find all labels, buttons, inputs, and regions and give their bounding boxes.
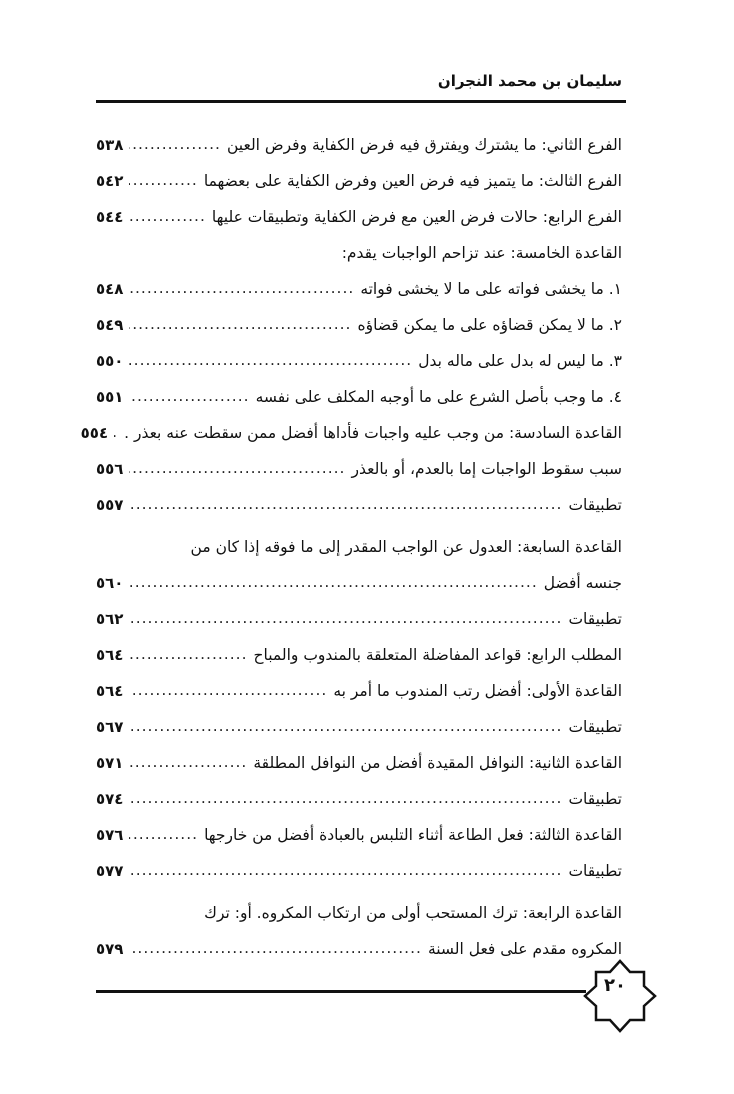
toc-entry	[96, 700, 622, 736]
toc-entry-title: تطبيقات	[568, 610, 622, 628]
toc-entry-title: سبب سقوط الواجبات إما بالعدم، أو بالعذر	[351, 460, 622, 478]
toc-entry-title: ٢. ما لا يمكن قضاؤه على ما يمكن قضاؤه	[357, 316, 622, 334]
toc-entry-page: ٥٧٦	[96, 826, 124, 844]
toc-entry-title: المكروه مقدم على فعل السنة	[427, 940, 622, 958]
toc-heading	[96, 520, 622, 556]
toc-entry-page: ٥٤٨	[96, 280, 124, 298]
toc-entry-page: ٥٦٧	[96, 718, 124, 736]
toc-entry-title: القاعدة السابعة: العدول عن الواجب المقدر إلى ما فوقه إذا كان من	[190, 538, 622, 556]
toc-leader-dots	[129, 860, 562, 880]
toc-leader-dots	[129, 608, 562, 628]
toc-entry-title: جنسه أفضل	[543, 574, 622, 592]
toc-entry	[96, 478, 622, 514]
toc-entry-title: الفرع الثاني: ما يشترك ويفترق فيه فرض الكفاية وفرض العين	[226, 136, 622, 154]
toc-entry-page: ٥٤٤	[96, 208, 124, 226]
toc-entry	[96, 628, 622, 664]
toc-entry	[96, 334, 622, 370]
toc-entry	[96, 298, 622, 334]
toc-entry	[96, 736, 622, 772]
toc-entry	[96, 262, 622, 298]
toc-entry-title: ٤. ما وجب بأصل الشرع على ما أوجبه المكلف على نفسه	[255, 388, 622, 406]
toc-entry-page: ٥٣٨	[96, 136, 124, 154]
toc-entry-title: ١. ما يخشى فواته على ما لا يخشى فواته	[360, 280, 622, 298]
toc-entry-page: ٥٤٢	[96, 172, 124, 190]
toc-leader-dots	[129, 134, 221, 154]
toc-leader-dots	[129, 494, 562, 514]
toc-entry-title: تطبيقات	[568, 790, 622, 808]
toc-leader-dots	[114, 422, 118, 442]
toc-entry	[96, 556, 622, 592]
toc-entry-title: تطبيقات	[568, 496, 622, 514]
table-of-contents	[80, 118, 622, 958]
toc-entry-title: القاعدة السادسة: من وجب عليه واجبات فأداها أفضل ممن سقطت عنه بعذر .	[124, 424, 622, 442]
page-number: ٢٠	[604, 975, 626, 996]
toc-entry-title: القاعدة الرابعة: ترك المستحب أولى من ارتكاب المكروه. أو: ترك	[204, 904, 622, 922]
toc-entry-title: تطبيقات	[568, 862, 622, 880]
toc-entry-title: الفرع الثالث: ما يتميز فيه فرض العين وفرض الكفاية على بعضهما	[203, 172, 622, 190]
toc-leader-dots	[129, 788, 562, 808]
toc-leader-dots	[129, 278, 354, 298]
toc-leader-dots	[129, 350, 412, 370]
toc-entry	[96, 118, 622, 154]
toc-entry	[96, 664, 622, 700]
toc-entry	[96, 808, 622, 844]
toc-entry	[96, 772, 622, 808]
toc-entry	[96, 442, 622, 478]
toc-leader-dots	[129, 716, 562, 736]
toc-entry-page: ٥٧١	[96, 754, 124, 772]
running-header-author: سليمان بن محمد النجران	[437, 72, 622, 90]
toc-entry-page: ٥٥٠	[96, 352, 124, 370]
toc-entry	[96, 844, 622, 880]
toc-entry-page: ٥٦٤	[96, 682, 124, 700]
toc-entry-page: ٥٧٩	[96, 940, 124, 958]
toc-entry-title: المطلب الرابع: قواعد المفاضلة المتعلقة بالمندوب والمباح	[253, 646, 622, 664]
toc-entry-page: ٥٥٧	[96, 496, 124, 514]
toc-entry	[96, 154, 622, 190]
header-rule	[96, 100, 626, 103]
toc-entry-page: ٥٦٠	[96, 574, 124, 592]
toc-entry	[96, 190, 622, 226]
toc-leader-dots	[129, 386, 249, 406]
page-number-star-badge	[582, 958, 658, 1034]
toc-entry-title: تطبيقات	[568, 718, 622, 736]
toc-entry	[96, 370, 622, 406]
toc-entry-title: القاعدة الأولى: أفضل رتب المندوب ما أمر به	[333, 682, 622, 700]
toc-entry	[96, 922, 622, 958]
toc-entry-page: ٥٦٢	[96, 610, 124, 628]
toc-leader-dots	[129, 824, 198, 844]
toc-entry	[96, 592, 622, 628]
toc-leader-dots	[129, 752, 247, 772]
toc-leader-dots	[129, 572, 537, 592]
toc-heading	[96, 886, 622, 922]
toc-entry-title: القاعدة الخامسة: عند تزاحم الواجبات يقدم:	[341, 244, 622, 262]
toc-entry-page: ٥٧٤	[96, 790, 124, 808]
toc-entry-page: ٥٥١	[96, 388, 124, 406]
toc-leader-dots	[129, 680, 327, 700]
toc-entry-page: ٥٦٤	[96, 646, 124, 664]
toc-entry	[80, 406, 622, 442]
toc-entry-title: القاعدة الثالثة: فعل الطاعة أثناء التلبس بالعبادة أفضل من خارجها	[204, 826, 622, 844]
toc-leader-dots	[129, 314, 351, 334]
toc-entry-title: القاعدة الثانية: النوافل المقيدة أفضل من النوافل المطلقة	[253, 754, 622, 772]
toc-leader-dots	[129, 170, 197, 190]
toc-leader-dots	[129, 458, 345, 478]
toc-leader-dots	[129, 644, 247, 664]
toc-entry-page: ٥٥٦	[96, 460, 124, 478]
toc-entry-page: ٥٧٧	[96, 862, 124, 880]
toc-heading	[96, 226, 622, 262]
toc-entry-page: ٥٤٩	[96, 316, 124, 334]
toc-entry-page: ٥٥٤	[80, 424, 109, 442]
toc-leader-dots	[129, 938, 421, 958]
toc-entry-title: الفرع الرابع: حالات فرض العين مع فرض الكفاية وتطبيقات عليها	[211, 208, 622, 226]
toc-leader-dots	[129, 206, 205, 226]
toc-entry-title: ٣. ما ليس له بدل على ماله بدل	[418, 352, 622, 370]
footer-rule	[96, 990, 586, 993]
